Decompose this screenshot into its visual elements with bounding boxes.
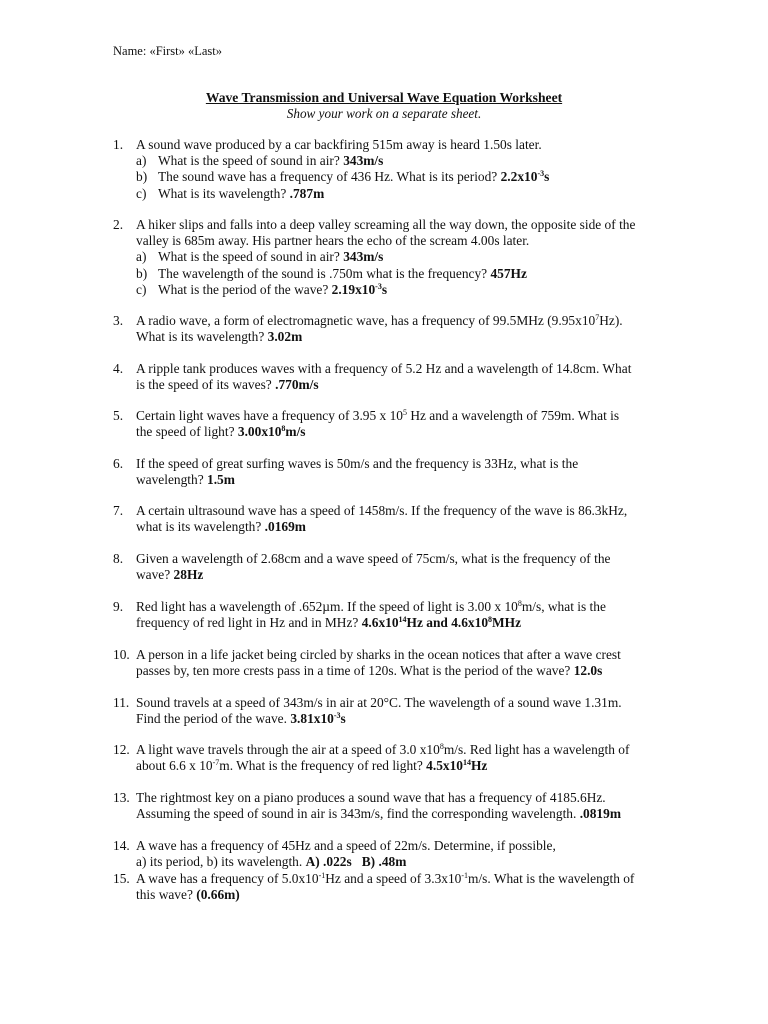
- question-5: [113, 408, 673, 440]
- question-14: [113, 838, 673, 870]
- question-number: 9.: [113, 599, 124, 614]
- question-number: 8.: [113, 551, 124, 566]
- question-text: Given a wavelength of 2.68cm and a wave speed of 75cm/s, what is the frequency of the: [136, 551, 611, 566]
- question-2: [113, 217, 673, 298]
- question-13: [113, 790, 673, 822]
- sub-question-a: a) What is the speed of sound in air? 343m/s: [136, 249, 384, 265]
- question-1: [113, 137, 673, 202]
- answer: A) .022s B) .48m: [305, 854, 407, 870]
- question-text: Find the period of the wave. $3.81x10^{-3}s$: [136, 711, 346, 727]
- question-text: passes by, ten more crests pass in a time of 120s. What is the period of the wave? 12.0s: [136, 663, 603, 679]
- answer: $4.6x10^{14}Hz$ and $4.6x10^8MHz$: [361, 615, 522, 631]
- answer: $2.19x10^{-3}s$: [331, 281, 388, 297]
- answer: .770m/s: [275, 377, 319, 393]
- question-3: [113, 313, 673, 345]
- question-text: A hiker slips and falls into a deep valley screaming all the way down, the opposite side of the: [136, 217, 636, 232]
- sub-question-b: b) The wavelength of the sound is .750m what is the frequency? 457Hz: [136, 265, 527, 281]
- question-number: 13.: [113, 790, 130, 805]
- name-line: Name: «First» «Last»: [113, 44, 223, 58]
- question-text: this wave? (0.66m): [136, 887, 240, 903]
- question-8: [113, 551, 673, 583]
- question-number: 5.: [113, 408, 124, 423]
- question-text: Sound travels at a speed of 343m/s in air at 20°C. The wavelength of a sound wave 1.31m.: [136, 695, 622, 710]
- sub-question-c: c) What is its wavelength? .787m: [136, 185, 325, 201]
- question-text: valley is 685m away. His partner hears the echo of the scream 4.00s later.: [136, 233, 530, 249]
- question-text: A sound wave produced by a car backfiring 515m away is heard 1.50s later.: [136, 137, 542, 152]
- question-text: wave? 28Hz: [136, 567, 204, 583]
- question-15: [113, 871, 673, 903]
- question-text: A person in a life jacket being circled by sharks in the ocean notices that after a wave crest: [136, 647, 621, 662]
- question-number: 11.: [113, 695, 130, 710]
- sub-question-a: a) What is the speed of sound in air? 343m/s: [136, 153, 384, 169]
- question-text: A wave has a frequency of $5.0x10^{-1}Hz$ and a speed of $3.3x10^{-1}m/s$. What is the wavelength of: [136, 871, 635, 886]
- question-text: Certain light waves have a frequency of 3.95 x $10^5$ Hz and a wavelength of 759m. What is: [136, 408, 620, 423]
- question-number: 14.: [113, 838, 130, 853]
- answer: 3.02m: [267, 329, 303, 345]
- answer: $3.81x10^{-3}s$: [290, 711, 346, 727]
- question-text: the speed of light? $3.00x10^8m/s$: [136, 424, 306, 440]
- question-text: what is its wavelength? .0169m: [136, 519, 306, 535]
- question-text: Assuming the speed of sound in air is 343m/s, find the corresponding wavelength. .0819m: [136, 806, 621, 822]
- question-number: 10.: [113, 647, 130, 662]
- answer: 343m/s: [343, 153, 384, 169]
- question-number: 12.: [113, 742, 130, 757]
- question-4: [113, 361, 673, 393]
- question-text: is the speed of its waves? .770m/s: [136, 377, 319, 393]
- question-11: [113, 695, 673, 727]
- question-number: 1.: [113, 137, 124, 152]
- question-number: 6.: [113, 456, 124, 471]
- question-number: 7.: [113, 503, 124, 518]
- sub-question-b: b) The sound wave has a frequency of 436 Hz. What is its period? $2.2x10^{-3}s$: [136, 169, 550, 185]
- question-12: [113, 742, 673, 774]
- question-7: [113, 503, 673, 535]
- question-text: A wave has a frequency of 45Hz and a speed of 22m/s. Determine, if possible,: [136, 838, 556, 853]
- answer: .0819m: [579, 806, 621, 822]
- question-text: A certain ultrasound wave has a speed of 1458m/s. If the frequency of the wave is 86.3kHz,: [136, 503, 628, 518]
- question-text: The rightmost key on a piano produces a sound wave that has a frequency of 4185.6Hz.: [136, 790, 606, 805]
- answer: 1.5m: [207, 472, 235, 488]
- question-text: A light wave travels through the air at a speed of 3.0 $x10^8m/s$. Red light has a wavelength of: [136, 742, 630, 757]
- worksheet-title: Wave Transmission and Universal Wave Equation Worksheet: [205, 90, 563, 105]
- question-text: A ripple tank produces waves with a frequency of 5.2 Hz and a wavelength of 14.8cm. What: [136, 361, 632, 376]
- answer: $2.2x10^{-3}s$: [500, 169, 550, 185]
- question-number: 4.: [113, 361, 124, 376]
- question-6: [113, 456, 673, 488]
- question-text: a) its period, b) its wavelength. A) .022s B) .48m: [136, 854, 407, 870]
- question-10: [113, 647, 673, 679]
- answer: 28Hz: [173, 567, 204, 583]
- question-text: frequency of red light in Hz and in MHz? $4.6x10^{14}Hz$ and $4.6x10^8MHz$: [136, 615, 522, 631]
- question-text: What is its wavelength? 3.02m: [136, 329, 303, 345]
- question-text: Red light has a wavelength of .652µm. If the speed of light is 3.00 x $10^8m/s$, what is the: [136, 599, 606, 614]
- question-number: 15.: [113, 871, 130, 886]
- question-text: If the speed of great surfing waves is 50m/s and the frequency is 33Hz, what is the: [136, 456, 579, 471]
- answer: .0169m: [264, 519, 306, 535]
- question-number: 2.: [113, 217, 124, 232]
- worksheet-subtitle: Show your work on a separate sheet.: [286, 106, 482, 121]
- answer: (0.66m): [196, 887, 240, 903]
- answer: .787m: [289, 185, 325, 201]
- answer: 343m/s: [343, 249, 384, 265]
- answer: 12.0s: [573, 663, 603, 679]
- answer: $3.00x10^8m/s$: [237, 424, 306, 440]
- answer: 457Hz: [490, 265, 527, 281]
- sub-question-c: c) What is the period of the wave? $2.19x10^{-3}s$: [136, 281, 388, 297]
- question-text: about 6.6 x $10^{-7}m$. What is the frequency of red light? $4.5x10^{14}Hz$: [136, 758, 488, 774]
- question-text: wavelength? 1.5m: [136, 472, 235, 488]
- question-number: 3.: [113, 313, 124, 328]
- answer: $4.5x10^{14}Hz$: [426, 758, 488, 774]
- question-9: [113, 599, 673, 631]
- question-text: A radio wave, a form of electromagnetic wave, has a frequency of 99.5MHz $(9.95x10^7Hz)$.: [136, 313, 623, 328]
